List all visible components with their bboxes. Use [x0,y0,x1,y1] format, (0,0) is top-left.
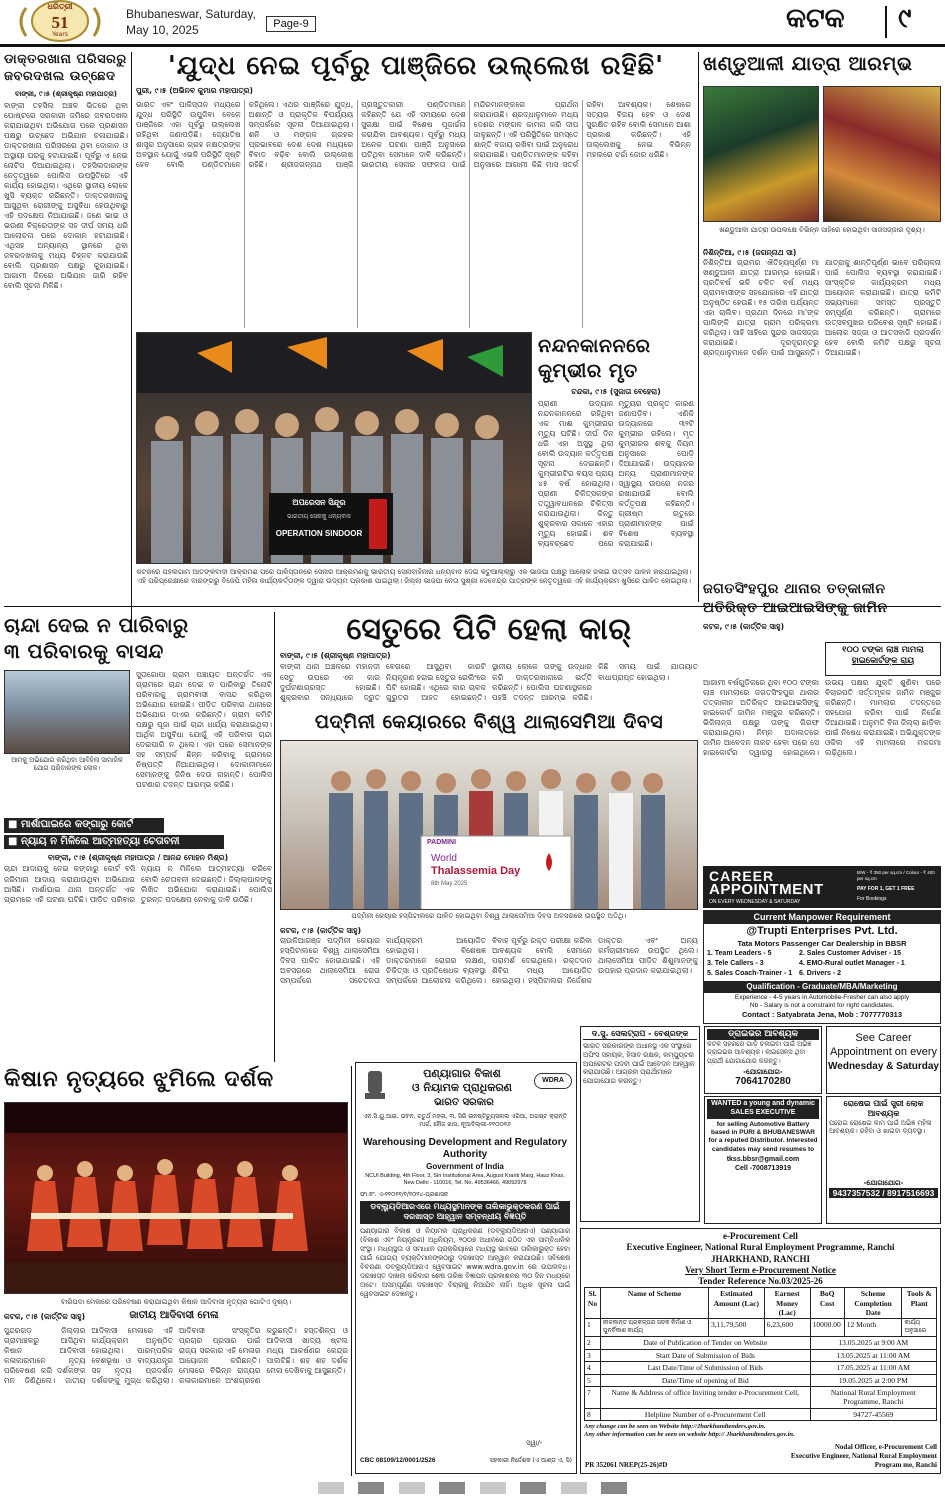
table-cell: 19.05.2025 at 2:00 PM [810,1374,936,1386]
job-list [704,948,940,980]
table-cell: Name & Address of office Inviting tender e-Procurement Cell, [601,1386,811,1408]
career-title-2: APPOINTMENT [709,881,824,898]
wdra-english-address: NCUI Building, 4th Floor, 3, Siri Institutional Area, August Kranti Marg, Hauz Khas, New Delhi - 110016, Tel. No. 49536466, 49092978 [365,1173,565,1187]
classified-ad-1 [580,1026,700,1222]
experience: Experience - 4-5 years in Automobile-Fresher can also apply [734,993,910,1001]
banner-date: 8th May 2025 [431,881,468,887]
crocodile-body: ପ୍ରାଣୀ ଉଦ୍ୟାନ ନନ୍ଦନକାନନରେ ରହିଥିବା ଏକ ମାଈ କୁମ୍ଭୀରର ମୃତ୍ୟୁ ଘଟିଛି। ଦୀର୍ଘ ଦିନ ଧରି ଏହା ଅସୁସ୍ଥ ଥିଲା ବୋଲି ଉଦ୍ୟାନ କର୍ତ୍ତୃପକ୍ଷ ସୂଚନା ଦେଇଛନ୍ତି। କୁମ୍ଭୀରଟିର ବୟସ ପ୍ରାୟ ୪୫ ବର୍ଷ ହୋଇଥିଲା। ପ୍ରାଣୀ ଚିକିତ୍ସକଙ୍କ ତତ୍ତ୍ୱାବଧାନରେ ଚିକିତ୍ସା କରାଯାଉଥିଲା। କିନ୍ତୁ ଶୁକ୍ରବାର ସକାଳେ ଏହାର ମୃତ୍ୟୁ ହୋଇଛି। ଶବ ବ୍ୟବଚ୍ଛେଦ ପରେ ମୃତ୍ୟୁର ପ୍ରକୃତ କାରଣ ଜଣାପଡ଼ିବ। ଏଣିକି ଉଦ୍ୟାନରେ ୩୨ଟି କୁମ୍ଭୀର ରହିଲେ। ମୃତ କୁମ୍ଭୀରର ଶବକୁ ନିୟମ ଅନୁସାରେ ପୋଡ଼ି ଦିଆଯାଇଛି। ଉଦ୍ୟାନର ଅନ୍ୟ ପ୍ରାଣୀମାନଙ୍କ ସ୍ୱାସ୍ଥ୍ୟ ଉପରେ ନଜର ରଖାଯାଉଛି ବୋଲି କର୍ତ୍ତୃପକ୍ଷ କହିଛନ୍ତି। ଗ୍ରୀଷ୍ମ ଋତୁରେ ପ୍ରାଣୀମାନଙ୍କ ପାଇଁ ବିଶେଷ ବ୍ୟବସ୍ଥା କରାଯାଇଛି। [538,398,694,549]
sindoor-banner-small: ଭାରତୀୟ ସେନାକୁ ଧନ୍ୟବାଦ [287,513,351,520]
wanted-cell: Cell -7008713919 [734,1165,792,1172]
job-item: 1. Team Leaders - 5 [707,950,772,958]
cook-contact: -ଯୋଗାଯୋଗ- [863,1179,904,1187]
wdra-body: ପଣ୍ୟାଗାର ବିକାଶ ଓ ନିୟାମକ ପ୍ରାଧିକରଣ (ଡବ୍ଲ୍ୟୁଡିଆରଏ) ପଣ୍ୟାଗାର (ବିକାଶ ଏବଂ ନିୟନ୍ତ୍ରଣ) ଅଧିନିୟମ, ୨୦୦୭ ଅଧୀନରେ ଗଠିତ ଏକ ସାମ୍ବିଧାନିକ ସଂସ୍ଥା। ମଧ୍ୟସ୍ଥତା ଓ ସମାଧାନ ପ୍ରକ୍ରିୟାରେ ମଧ୍ୟସ୍ଥ ଭାବରେ ତାଲିକାଭୁକ୍ତ ହେବା ପାଇଁ ଯୋଗ୍ୟ ବ୍ୟକ୍ତିମାନଙ୍କଠାରୁ ଦରଖାସ୍ତ ଆହ୍ୱାନ କରାଯାଉଛି। ସବିଶେଷ ବିବରଣୀ ଡବ୍ଲ୍ୟୁଡିଆରଏ ୱେବସାଇଟ www.wdra.gov.in ରେ ଉପଲବ୍ଧ। ଦରଖାସ୍ତ ଦାଖଲ କରିବାର ଶେଷ ତାରିଖ ବିଜ୍ଞାପନ ପ୍ରକାଶନର ୩୦ ଦିନ ମଧ୍ୟରେ ଅଟେ। ଅସମ୍ପୂର୍ଣ୍ଣ ଦରଖାସ୍ତ ବିଚାରକୁ ନିଆଯିବ ନାହିଁ। ଅଧିକ ସୂଚନା ପାଇଁ ୱେବସାଇଟ ଦେଖନ୍ତୁ। [360,1227,570,1298]
dateline: ବାଙ୍କୀ, ୯।୫ (ଶ୍ରୀକୃଷ୍ଣ ମହାପାତ୍ର) [15,89,117,98]
logo [12,0,108,42]
group-illustration [281,741,698,910]
wdra-odia-gov: ଭାରତ ସରକାର [434,1097,494,1108]
table-cell: 10000.00 [810,1319,844,1337]
qualification: Qualification - Graduate/MBA/Marketing [704,981,940,993]
salary-note: Nb - Salary is not a constraint for right candidates. [749,1001,895,1009]
logo-years-word: Years [52,31,68,38]
tender-state: JHARKHAND, RANCHI [711,1253,810,1264]
table-row [585,1386,937,1408]
tender-nodal: Nodal Officer, e-Procurement Cell [834,1443,937,1452]
city-date-line: Bhubaneswar, Saturday, [126,7,256,21]
table-cell: କାର୍ଯ୍ୟ ଅନୁସାରେ [902,1319,937,1337]
table-cell: 4 [585,1362,601,1374]
reg-mark-magenta [358,1482,384,1494]
bridge-dateline: ବାଙ୍କୀ, ୯।୫ (ଶ୍ରୀକୃଷ୍ଣ ମହାପାତ୍ର) [280,651,391,660]
tender-pr: PR 352061 NREP(25-26)#D [585,1461,668,1470]
table-cell: Last Date/Time of Submission of Bids [601,1362,811,1374]
marshaghai-body: ଚାନ୍ଦା ଆଦାୟକୁ ନେଇ କଙ୍ଗାରୁ କୋର୍ଟ ବସି ଜରିମାନା ଆଦାୟ କରାଯାଉଥିବା ଅଭିଯୋଗ ଆସିଛି। ମାର୍ଶାଘାଇ ଥାନା ଅନ୍ତର୍ଗତ ଏକ ଗ୍ରାମରେ ଏହି ଘଟଣା ଘଟିଛି। ପୀଡ଼ିତ ପରିବାର ନ୍ୟାୟ ନ ମିଳିଲେ ଆତ୍ମହତ୍ୟା କରିବେ ବୋଲି ଚେତାବନୀ ଦେଇଛନ୍ତି। ଜିଲ୍ଲାପାଳଙ୍କୁ ଲିଖିତ ଅଭିଯୋଗ କରାଯାଇଛି। ପୋଲିସ ତୁରନ୍ତ ପଦକ୍ଷେପ ନେବାକୁ ଦାବି ଉଠିଛି। [4,864,272,904]
sindoor-banner-english: OPERATION SINDOOR [275,529,363,538]
table-cell: 13.05.2025 at 11:00 AM [810,1349,936,1361]
dealer-line: Tata Motors Passenger Car Dealership in BBSR [737,939,907,948]
cook-ad [826,1096,941,1224]
table-row [585,1362,937,1374]
table-header: Scheme Completion Date [844,1288,902,1319]
marshaghai-dateline: ବାଙ୍କୀ, ୯।୫ (ଶ୍ରୀକୃଷ୍ଣ ମହାପାତ୍ର / ଆନନ୍ଦ ମୋହନ ମିଶ୍ର) [47,853,229,862]
table-cell: ନୀଳକାନ୍ତ ପ୍ରକଳ୍ପର ସଡ଼କ ନିର୍ମାଣ ଓ ପୁନର୍ବିକାଶ କାର୍ଯ୍ୟ [601,1319,709,1337]
kishan-subhead: ଜାତୀୟ ଆଦିବାସୀ ମେଳା [129,1310,219,1321]
reg-mark-cyan [480,1482,506,1494]
thalassemia-body: ଚାଉଳିଆଗଞ୍ଜ ପଦ୍ମିନୀ କେୟାର ହସ୍ପିଟାଲରେ ବିଶ୍ୱ ଥାଲାସେମିଆ ଦିବସ ପାଳିତ ହୋଇଯାଇଛି। ଏହି ଅବସରରେ ଥାଲାସେମିଆ ରୋଗ ସମ୍ପର୍କରେ ସଚେତନତା କାର୍ଯ୍ୟକ୍ରମ ଆୟୋଜିତ ହୋଇଥିଲା। ବିଶେଷଜ୍ଞ ଡାକ୍ତରମାନେ ରୋଗର ଲକ୍ଷଣ, ଚିକିତ୍ସା ଓ ପ୍ରତିଷେଧକ ବ୍ୟବସ୍ଥା ସମ୍ପର୍କରେ ଆଲୋଚନା କରିଥିଲେ। ବିବାହ ପୂର୍ବରୁ ରକ୍ତ ପରୀକ୍ଷା କରିବା ଆବଶ୍ୟକ ବୋଲି ସେମାନେ ପରାମର୍ଶ ଦେଇଥିଲେ। ରକ୍ତଦାନ ଶିବିର ମଧ୍ୟ ଆୟୋଜିତ ହୋଇଥିଲା। ହସ୍ପିଟାଲର ନିର୍ଦ୍ଦେଶକ ଡାକ୍ତର ଏବଂ ଅନ୍ୟ କର୍ମଚାରୀମାନେ ଉପସ୍ଥିତ ଥିଲେ। ଥାଲାସେମିଆ ପୀଡ଼ିତ ଶିଶୁମାନଙ୍କୁ ଉପହାର ପ୍ରଦାନ କରାଯାଇଥିଲା। [280,936,698,986]
column-rule [351,1066,352,1476]
banner-org: PADMINI [427,839,457,846]
table-cell: 13.05.2025 at 9:00 AM [810,1337,936,1349]
chanda-headline-2: ୩ ପରିବାରକୁ ବାସନ୍ଦ [4,639,164,663]
bridge-body: ବାଙ୍କୀ ଥାନା ଅଞ୍ଚଳରେ ମହାନଦୀ ସେତୁ ଉପରେ ଏକ କାର ଦୁର୍ଘଟଣାଗ୍ରସ୍ତ ହୋଇଛି। ଶୁକ୍ରବାର ସନ୍ଧ୍ୟାରେ ଦ୍ରୁତ ବେଗରେ ଆସୁଥିବା କାରଟି ନିୟନ୍ତ୍ରଣ ହରାଇ ସେତୁର ରେଲିଂରେ ପିଟି ହୋଇଛି। ଏଥିରେ କାର ଚାଳକ ଗୁରୁତର ଆହତ ହୋଇଛନ୍ତି। ସ୍ଥାନୀୟ ଲୋକେ ତାଙ୍କୁ ଉଦ୍ଧାର କରି ଡାକ୍ତରଖାନାରେ ଭର୍ତ୍ତି କରିଛନ୍ତି। ପୋଲିସ ଘଟଣାସ୍ଥଳରେ ପହଞ୍ଚି ତଦନ୍ତ ଆରମ୍ଭ କରିଛି। କିଛି ସମୟ ପାଇଁ ଯାତାୟାତ ବାଧାପ୍ରାପ୍ତ ହୋଇଥିଲା। [280,662,698,702]
cook-body: ଘରୋଇ ରୋଷେଇ କାମ ପାଇଁ ଅଭିଜ୍ଞ ମହିଳା ଆବଶ୍ୟକ। ରହିବା ଓ ଖାଇବା ବ୍ୟବସ୍ଥା। [829,1119,932,1136]
khandu-dateline: ନିଶିନ୍ତିଆ, ୯।୫ (ଜଗନ୍ନାଥ ସା) [703,248,797,257]
wdra-sign: ସ୍ୱା/- [526,1439,543,1447]
khandu-headline: ଖଣ୍ଡୁଆଳୀ ଯାତ୍ରା ଆରମ୍ଭ [703,53,913,75]
jagat-dateline: କଟକ, ୯।୫ (କାର୍ତ୍ତିକ ସାହୁ) [703,621,785,631]
table-header: Estimated Amount (Lac) [709,1288,765,1319]
see-career-ad [826,1026,941,1094]
wanted-ad [704,1096,822,1224]
tender-engineer: Executive Engineer, National Rural Employment Programme, Ranchi [626,1242,895,1253]
page-label: Page-9 [266,16,316,32]
wdra-odia-address: ଏନ.ସି.ୟୁ.ଆଇ. ଭବନ, ଚତୁର୍ଥ ମହଲା, ୩, ସିରି ଇନଷ୍ଟିଚ୍ୟୁସନାଲ ଏରିଆ, ଅଗଷ୍ଟ କ୍ରାନ୍ତି ମାର୍ଗ, ହୌଜ ଖାସ, ନୂଆଦିଲ୍ଲୀ-୧୧୦୦୧୬ [363,1113,567,1128]
wdra-notice-title: ଡବ୍ଲ୍ୟୁଡିଆରଏରେ ମଧ୍ୟସ୍ଥମାନଙ୍କ ତାଲିକାଭୁକ୍ତକରଣ ପାଇଁ ଦରଖାସ୍ତ ଆହ୍ୱାନ ସମ୍ବନ୍ଧୀୟ ବିଜ୍ଞପ୍ତି [360,1201,570,1224]
story-thalassemia [280,710,698,1070]
banner-title: World [431,853,457,864]
tender-header-row [585,1288,937,1319]
table-header: Earnest Money (Lac) [764,1288,810,1319]
company-name: @Trupti Enterprises Pvt. Ltd. [746,925,898,938]
chanda-caption: ଆମକୁ ଅଭିଯୋଗ କରିଥିବା ଆବିହିଲା ସାମାଜିକ ଯୋଗ ପରିବାରଙ୍କ ଲୋକ। [11,756,123,773]
table-row [585,1319,937,1337]
kishan-photo [4,1102,348,1294]
bridge-headline: ସେତୁରେ ପିଟି ହେଲା କାର୍ [346,612,632,647]
career-banner [703,866,941,908]
job-item: 5. Sales Coach-Trainer - 1 [707,969,793,977]
wdra-odia-title-1: ପଣ୍ୟାଗାର ବିକାଶ [423,1067,501,1080]
sindoor-photo [136,332,532,564]
tender-cell: e-Procurement Cell [723,1231,798,1241]
column-rule [131,52,132,632]
job-item: 2. Sales Customer Adviser - 15 [799,950,902,958]
wdra-file-number: ଫା.ନଂ. ଏ-୧୧୦୧୧/୧/୨୦୨୪-ପ୍ରଶାସନ [360,1191,449,1198]
reg-mark-yellow [561,1482,587,1494]
classified-body: ଭାରତ ସରକାରଙ୍କ ଅଧୀନସ୍ଥ ଏକ ସଂସ୍ଥାରେ ଅଫିସ ସହାୟକ, ହିସାବ ରକ୍ଷକ, କମ୍ପ୍ୟୁଟର ଅପରେଟର ପଦବୀ ପାଇଁ ଆବେଦନ ଆହ୍ୱାନ କରାଯାଉଛି। ଆଗ୍ରହୀ ପ୍ରାର୍ଥୀମାନେ ଯୋଗାଯୋଗ କରନ୍ତୁ। [583,1042,695,1086]
table-cell: 3 [585,1349,601,1361]
story-kishan [4,1066,348,1476]
tender-note-1: Any change can be seen on Website http://Jharkhandtenders.gov.in. [584,1423,766,1430]
reg-mark-cyan [318,1482,344,1494]
page-number: ୯ [898,3,912,34]
wdra-notice [355,1062,577,1474]
crocodile-headline-1: ନନ୍ଦନକାନନରେ [538,335,651,357]
story-chanda [4,612,272,817]
logo-top-text: ଧରିତ୍ରୀ [47,2,73,11]
driver-head: ଡ୍ରାଇଭର ଆବଶ୍ୟକ [707,1029,819,1040]
driver-body: କଟକ ସହରରେ ଗାଡ଼ି ଚଳାଇବା ପାଇଁ ଅଭିଜ୍ଞ ଡ୍ରାଇଭର ଆବଶ୍ୟକ। ଲାଇସେନ୍ସ ଥିବା ପ୍ରାର୍ଥୀ ଯୋଗାଯୋଗ କରନ୍ତୁ। [707,1039,812,1065]
reg-mark-black [601,1482,627,1494]
cook-phone: 9437357532 / 8917516693 [829,1188,938,1199]
table-cell: 1 [585,1319,601,1337]
wdra-logo: WDRA [534,1073,572,1089]
tender-ref: Tender Reference No.03/2025-26 [698,1276,823,1286]
thalassemia-caption: ପଦ୍ମିନୀ କେୟାର ହସ୍ପିଟାଲରେ ପାଳିତ ହୋଇଥିବା ବିଶ୍ୱ ଥାଲାସେମିଆ ଦିବସ ଅବସରରେ ଉପସ୍ଥିତ ଅତିଥି। [351,912,627,920]
marshaghai-item-2-text: ନ୍ୟାୟ ନ ମିଳିଲେ ଆତ୍ମହତ୍ୟା ଚେତାବନୀ [20,835,180,847]
khandu-body: ନିଶିନ୍ତିଆ ଗ୍ରାମର ଐତିହ୍ୟପୂର୍ଣ୍ଣ ମା ଖଣ୍ଡୁଆଳୀ ଯାତ୍ରା ଆରମ୍ଭ ହୋଇଛି। ପ୍ରତିବର୍ଷ ଭଳି ଚଳିତ ବର୍ଷ ମଧ୍ୟ ଗ୍ରାମବାସୀଙ୍କ ସହଯୋଗରେ ଏହି ଯାତ୍ରା ଅନୁଷ୍ଠିତ ହେଉଛି। ୧୫ ତାରିଖ ପର୍ଯ୍ୟନ୍ତ ଏହା ଚାଲିବ। ପ୍ରଥମ ଦିନରେ ମା'ଙ୍କ ପାଲିଙ୍କି ଯାତ୍ରା ଗ୍ରାମ ପରିକ୍ରମା କରିଥିଲା। ସାହି ସାହିରେ ସୁନ୍ଦର ସାଜସଜ୍ଜା କରାଯାଇଛି। ଦୂରଦୂରାନ୍ତରୁ ଶ୍ରଦ୍ଧାଳୁମାନେ ଦର୍ଶନ ପାଇଁ ଆସୁଛନ୍ତି। ଯାତ୍ରାକୁ ଶାନ୍ତିପୂର୍ଣ୍ଣ ଭାବେ ପରିଚାଳନା ପାଇଁ ପୋଲିସ ବ୍ୟବସ୍ଥା କରାଯାଇଛି। ସାଂସ୍କୃତିକ କାର୍ଯ୍ୟକ୍ରମ ମଧ୍ୟ ଆୟୋଜନ କରାଯାଇଛି। ଯାତ୍ରା କମିଟି ସଭ୍ୟମାନେ ସମସ୍ତ ପ୍ରସ୍ତୁତି ସମ୍ପୂର୍ଣ୍ଣ କରିଛନ୍ତି। ଗ୍ରାମରେ ଉତ୍ସବମୁଖର ପରିବେଶ ସୃଷ୍ଟି ହୋଇଛି। ଆଲୋକ ସଜ୍ଜା ଓ ଆତସବାଜି ପ୍ରଦର୍ଶନ ହେବ ବୋଲି କମିଟି ପକ୍ଷରୁ ସୂଚନା ଦିଆଯାଇଛି। [703,258,941,358]
table-cell: 12 Month [844,1319,902,1337]
classified-head: ଦ.ସୁ. ସେଲଟ୍ରାପ - ବେଶ୍ରଙ୍କ [583,1029,697,1040]
column-rule [274,612,275,1062]
story-body: ବାଙ୍କୀ ତହସିଲ ଅଞ୍ଚଳ ଭିତରେ ଥିବା ପୋଷ୍ଟରେ ସରକାରୀ ଜମିରେ ଜବରଦଖଲ କରାଯାଇଥିବା ଅଭିଯୋଗ ପରେ ପ୍ରଶାସନ ପକ୍ଷରୁ ଉଚ୍ଛେଦ ଅଭିଯାନ ଚଳାଯାଇଛି। ଡାକ୍ତରଖାନା ପରିସରରେ ଥିବା ଦୋକାନ ଓ ଅସ୍ଥାୟୀ ଘରକୁ ହଟାଯାଇଛି। ପୂର୍ବରୁ ଏ ନେଇ ନୋଟିସ ଦିଆଯାଇଥିଲା। ତହସିଲଦାରଙ୍କ ନେତୃତ୍ୱରେ ପୋଲିସ ଉପସ୍ଥିତିରେ ଏହି କାର୍ଯ୍ୟ ହୋଇଥିଲା। ଏଥିରେ ସ୍ଥାନୀୟ ଲୋକେ ଖୁସି ବ୍ୟକ୍ତ କରିଛନ୍ତି। ଡାକ୍ତରଖାନାକୁ ଆସୁଥିବା ରୋଗୀଙ୍କୁ ଅସୁବିଧା ହେଉଥିବାରୁ ଏହି ପଦକ୍ଷେପ ନିଆଯାଇଛି। ଜଣେ ଭାଇ ଓ ଭଉଣୀ ବିକ୍ରେତାଙ୍କ ସହ ଦୀର୍ଘ ସମୟ ଧରି ଆଲୋଚନା ପରେ ଦୋକାନ ହଟାଯାଇଛି। ଏଥିସହ ଅନ୍ୟାନ୍ୟ ସ୍ଥାନରେ ଥିବା ଜବରଦଖଲକୁ ମଧ୍ୟ ଚିହ୍ନଟ କରାଯାଉଛି ବୋଲି ପ୍ରଶାସନ ପକ୍ଷରୁ କୁହାଯାଇଛି। ଆଗାମୀ ଦିନରେ ଅଭିଯାନ ଜାରି ରହିବ ବୋଲି ସୂଚନା ମିଳିଛି। [4,100,128,290]
masthead-divider [885,6,887,38]
table-cell: Start Date of Submission of Bids [601,1349,811,1361]
wdra-english-gov: Government of India [426,1162,504,1171]
driver-ad [704,1026,822,1094]
table-row [585,1337,937,1349]
chanda-photo [4,670,130,754]
sindoor-caption: କଟକରେ ପହଲଗାମ ଆତଙ୍କବାଦୀ ଆକ୍ରମଣ ପରେ ପାକିସ୍ତାନରେ ସେନାର ଆକ୍ରମଣକୁ ଭାରତୀୟ ସେନାବାହିନୀର ଧନ୍ୟବାଦ ଦେଇ କଟୁଆଲ୍ଲାରୁ ଏକ ଭାଜପା ପକ୍ଷରୁ ଆଲୋକ ଜଳାଇ ଉତ୍ସବ ପାଳନ କରାଯାଇଥିଲା। ଏହି ପରିପ୍ରେକ୍ଷୀରେ ବାରଙ୍ଗରୁ ବିଜେପି ମହିଳା କାର୍ଯ୍ୟକର୍ତ୍ତାଙ୍କ ଦ୍ୱାରା ଉଦ୍ୟମ ପ୍ରକାଶ ପାଇଥିଲା। ଜିଲ୍ଲା ଭାଜପା ନେତା ସୁଶ୍ରୀ ଦେବେନ୍ଦ୍ର ପାତ୍ରଙ୍କ ନେତୃତ୍ୱରେ ଏହି କାର୍ଯ୍ୟକ୍ରମ ଖୁସିରେ ପାଳିତ ହୋଇଥିଲା। [136,568,692,586]
thalassemia-headline: ପଦ୍ମିନୀ କେୟାରରେ ବିଶ୍ୱ ଥାଲାସେମିଆ ଦିବସ [314,711,664,733]
story-jagatsinghpur [703,580,941,860]
see-career-days: Wednesday & Saturday [828,1060,939,1072]
table-cell: Date/Time of opening of Bid [601,1374,811,1386]
crocodile-headline-2: କୁମ୍ଭୀର ମୃତ [538,359,638,382]
contact-line: Contact : Satyabrata Jena, Mob : 7077770313 [741,1009,903,1019]
table-cell: National Rural Employment Programme, Ranchi [810,1386,936,1408]
marshaghai-item-1: ■ ମାର୍ଶାଘାଇରେ କଙ୍ଗାରୁ କୋର୍ଟ [4,818,164,833]
jagat-highlight-1: ୧୦୦ ଟଙ୍କା ଲାଞ୍ଚ ମାମଲା [842,645,924,655]
career-booking: For Bookings [857,896,887,902]
thalassemia-dateline: କଟକ, ୯।୫ (କାର୍ତ୍ତିକ ସାହୁ) [280,926,362,935]
table-row [585,1408,937,1420]
banner-title-2: Thalassemia Day [431,865,521,877]
wdra-cbc: CBC 08109/12/0001/2526 [360,1457,436,1464]
crocodile-dateline: ଚନ୍ଦକା, ୯।୫ (ସୁଜାତା ବେହେରା) [571,387,661,397]
table-row [585,1349,937,1361]
job-item: 6. Drivers - 2 [799,969,842,977]
chanda-body: ସୁତାଗୋପା ଗ୍ରାମ ପଞ୍ଚାୟତ ଅନ୍ତର୍ଗତ ଏକ ଗ୍ରାମରେ ଚାନ୍ଦା ଦେଇ ନ ପାରିବାରୁ ତିନୋଟି ପରିବାରକୁ ଗ୍ରାମବାସୀ ବାସନ୍ଦ କରିଥିବା ଅଭିଯୋଗ ହୋଇଛି। ପୀଡ଼ିତ ପରିବାର ଥାନାରେ ଅଭିଯୋଗ ଦାଏର କରିଛନ୍ତି। ଗ୍ରାମ କମିଟି ପକ୍ଷରୁ ପୂଜା ପାଇଁ ଚାନ୍ଦା ଧାର୍ଯ୍ୟ କରାଯାଇଥିଲା। ଆର୍ଥିକ ଅସୁବିଧା ଯୋଗୁଁ ଏହି ପରିବାର ଚାନ୍ଦା ଦେଇପାରି ନ ଥିଲେ। ଏହା ପରେ ସେମାନଙ୍କ ସହ ସମ୍ପର୍କ ଛିନ୍ନ କରିବାକୁ ଗ୍ରାମରେ ନିଷ୍ପତ୍ତି ନିଆଯାଇଥିଲା। ଦୋକାନୀମାନେ ସେମାନଙ୍କୁ ଜିନିଷ ଦେଉ ନାହାନ୍ତି। ପୋଲିସ ଘଟଣାର ତଦନ୍ତ ଆରମ୍ଭ କରିଛି। [136,670,272,790]
reg-mark-black [439,1482,465,1494]
wdra-odia-title-2: ଓ ନିୟାମକ ପ୍ରାଧିକରଣ [412,1081,512,1094]
career-title-1: CAREER [709,868,775,884]
manpower-ad [703,910,941,1024]
table-cell: 5 [585,1374,601,1386]
masthead-rule [0,44,945,47]
table-cell: 7 [585,1386,601,1408]
masthead [0,0,945,44]
sindoor-banner-odia: ଅପରେସନ ସିନ୍ଦୂର [292,498,346,507]
driver-contact-label: -ଯୋଗାଯୋଗ- [743,1067,783,1076]
dancers-illustration [5,1103,348,1294]
jagat-headline-1: ଜଗତସିଂହପୁର ଥାନାର ତତ୍କାଳୀନ [703,580,941,599]
job-item: 4. EMO-Rural outlet Manager - 1 [799,960,905,968]
main-story [136,50,696,97]
masthead-date [126,6,256,38]
table-header: Tools & Plant [902,1288,937,1319]
table-cell: Helpline Number of e-Procurement Cell [601,1408,811,1420]
table-row [585,1374,937,1386]
kishan-headline: କିଷାନ ନୃତ୍ୟରେ ଝୁମିଲେ ଦର୍ଶକ [4,1067,274,1092]
tender-note-2: Any other information can be seen on website http:// Jharkhandtenders.gov.in. [584,1431,795,1439]
story-crocodile [538,334,694,604]
khandu-caption: ଖଣ୍ଡୁଆଳୀ ଯାତ୍ରା ଉପଲକ୍ଷେ ବିଭିନ୍ନ ସାହିରେ ହୋଇଥିବା ସାଜସଜ୍ଜାର ଦୃଶ୍ୟ। [719,226,925,234]
table-cell: 8 [585,1408,601,1420]
kishan-body: ସୁନ୍ଦରଗଡ଼ ଜିଲ୍ଲାର ଗ୍ରାମାଞ୍ଚଳରୁ ଆସିଥିବା କିଷାନ ଆଦିବାସୀ କଳାକାରମାନେ ନୃତ୍ୟ ପରିବେଷଣ କରି ଦର୍ଶକଙ୍କ ମନ ଜିଣିଥିଲେ। ଜାତୀୟ ଆଦିବାସୀ ମେଳାରେ ଏହି କାର୍ଯ୍ୟକ୍ରମ ଅନୁଷ୍ଠିତ ହୋଇଥିଲା। ପାରମ୍ପରିକ ବେଶଭୂଷା ଓ ବାଦ୍ୟଯନ୍ତ୍ର ସହ ନୃତ୍ୟ ପ୍ରଦର୍ଶନ ଦର୍ଶକଙ୍କୁ ମୁଗ୍ଧ କରିଥିଲା। ଆଦିବାସୀ ସଂସ୍କୃତିର ପ୍ରଚାର ପ୍ରସାର ପାଇଁ ରାଜ୍ୟ ସରକାର ଏହି ମେଳାର ଆୟୋଜନ କରିଛନ୍ତି। ମେଳାରେ ବିଭିନ୍ନ ରାଜ୍ୟର କଳାକାରମାନେ ଅଂଶଗ୍ରହଣ କରୁଛନ୍ତି। ହସ୍ତଶିଳ୍ପ ଓ ଆଦିବାସୀ ଖାଦ୍ୟ ଷ୍ଟଲ ମଧ୍ୟ ଆକର୍ଷଣର କେନ୍ଦ୍ର ପାଲଟିଛି। ଶହ ଶହ ଦର୍ଶକ ମେଳା ଦେଖିବାକୁ ଆସୁଛନ୍ତି। [4,1326,348,1386]
table-header: Name of Scheme [601,1288,709,1319]
marshaghai-item-1-text: ମାର୍ଶାଘାଇରେ କଙ୍ଗାରୁ କୋର୍ଟ [20,819,134,830]
headline: ଡାକ୍ତରଖାନା ପରିସରରୁ ଜବରଦଖଲ ଉଚ୍ଛେଦ [4,52,127,84]
table-cell: Date of Publication of Tender on Website [601,1337,811,1349]
logo-years-number: 51 [51,13,69,32]
jagat-headline-2: ଅତିରିକ୍ତ ଆଇଆଇସିଙ୍କୁ ଜାମିନ [703,599,888,616]
main-headline: 'ଯୁଦ୍ଧ ନେଇ ପୂର୍ବରୁ ପାଞ୍ଜିରେ ଉଲ୍ଲେଖ ରହିଛି' [167,51,665,81]
table-cell: 17.05.2025 at 11:00 AM [810,1362,936,1374]
tender-nodal-3: Program me, Ranchi [874,1460,937,1469]
khandu-photo-left [703,86,819,222]
cook-head: ରୋଷେଇ ପାଇଁ ସ୍ତ୍ରୀ ଲୋକ ଆବଶ୍ୟକ [843,1099,924,1118]
jagat-highlight-box [825,642,941,676]
career-sub: ON EVERY WEDNESDAY & SATURDAY [709,899,801,905]
column-rule [698,52,699,602]
wanted-email: tkss.bbsr@gmail.com [726,1156,800,1164]
story-encroachment [4,52,128,632]
kishan-caption: ବାରିପଦା ମେଳାରେ ପରିବେଷଣ କରାଯାଇଥିବା କିଷାନ ଆଦିବାସୀ ନୃତ୍ୟର ଗୋଟିଏ ଦୃଶ୍ୟ। [60,1298,292,1306]
tender-nodal-2: Executive Engineer, National Rural Employment [790,1452,937,1460]
table-header: Sl. No [585,1288,601,1319]
story-marshaghai [4,818,272,1018]
reg-mark-yellow [399,1482,425,1494]
thalassemia-photo [280,740,698,910]
wdra-signer: ସହକାରୀ ନିର୍ଦ୍ଦେଶକ (ଏ ଆଣ୍ଡ ଏ, ସି) [489,1457,572,1464]
registration-marks [0,1482,945,1496]
kishan-dateline: କଟକ, ୯।୫ (କାର୍ତ୍ତିକ ସାହୁ) [4,1312,86,1321]
table-cell: 3,11,79,500 [709,1319,765,1337]
main-dateline: ପୁରୀ, ୯।୫ (ଅଭିନବ କୁମାର ମହାପାତ୍ର) [136,85,253,95]
chanda-headline-1: ଚାନ୍ଦା ଦେଇ ନ ପାରିବାରୁ [4,613,189,637]
table-header: BoQ Cost [810,1288,844,1319]
table-cell: 2 [585,1337,601,1349]
main-story-body: ଭାରତ ଏବଂ ପାକିସ୍ତାନ ମଧ୍ୟରେ ଯୁଦ୍ଧ ପରିସ୍ଥିତି ଉପୁଜିବା ବେଳେ ପାଞ୍ଜିରେ ଏହା ପୂର୍ବରୁ ଉଲ୍ଲେଖ ରହିଥିବା ଜଣାପଡ଼ିଛି। ଜ୍ୟୋତିଷ ଶାସ୍ତ୍ର ଅନୁସାରେ ଗ୍ରହ ନକ୍ଷତ୍ରଙ୍କ ଅବସ୍ଥାନ ଯୋଗୁଁ ଏଭଳି ପରିସ୍ଥିତି ସୃଷ୍ଟି ହେବ ବୋଲି ପଣ୍ଡିତମାନେ କହିଥିଲେ। ଏଥର ପାଞ୍ଜିରେ ଯୁଦ୍ଧ, ଅଶାନ୍ତି ଓ ପ୍ରାକୃତିକ ବିପର୍ଯ୍ୟୟ ସମ୍ପର୍କରେ ସୂଚନା ଦିଆଯାଇଥିଲା। ଶନି ଓ ମଙ୍ଗଳ ଗ୍ରହର ପ୍ରଭାବରେ ଦେଶ ଦେଶ ମଧ୍ୟରେ ବିବାଦ ବଢ଼ିବ ବୋଲି ଉଲ୍ଲେଖ ରହିଛି। ଶ୍ରୀଜଗନ୍ନାଥ ପାଞ୍ଜି ପ୍ରସ୍ତୁତକାରୀ ପଣ୍ଡିତମାନେ କହିଛନ୍ତି ଯେ ଏହି ସମୟରେ ଦେଶ ସୁରକ୍ଷା ପାଇଁ ବିଶେଷ ପୂଜାର୍ଚ୍ଚନା କରାଯିବା ଆବଶ୍ୟକ। ପୂର୍ବରୁ ମଧ୍ୟ ଅନେକ ଘଟଣା ପାଞ୍ଜି ଅନୁସାରେ ଘଟିଥିବା ସେମାନେ ଦାବି କରିଛନ୍ତି। ଭାରତୀୟ ସେନାର ସଫଳତା ପାଇଁ ମନ୍ଦିରମାନଙ୍କରେ ପ୍ରାର୍ଥନା କରାଯାଉଛି। ଶ୍ରଦ୍ଧାଳୁମାନେ ମଧ୍ୟ ଦେଶର ମଙ୍ଗଳ କାମନା କରି ଦୀପ ଜାଳୁଛନ୍ତି। ଏହି ପରିସ୍ଥିତିରେ ସମସ୍ତେ ଶାନ୍ତି ବଜାୟ ରଖିବା ପାଇଁ ଅନୁରୋଧ କରାଯାଇଛି। ପଣ୍ଡିତମାନଙ୍କ କହିବା ଅନୁସାରେ ଆଗାମୀ କିଛି ମାସ ସତର୍କ ରହିବା ଆବଶ୍ୟକ। ଶେଷରେ ସତ୍ୟର ବିଜୟ ହେବ ଓ ଦେଶ ସୁରକ୍ଷିତ ରହିବ ବୋଲି ସେମାନେ ଆଶା ପ୍ରକାଶ କରିଛନ୍ତି। ଏହି ଉଲ୍ଲେଖକୁ ନେଇ ବିଭିନ୍ନ ମହଲରେ ଚର୍ଚ୍ଚା ଜୋର ଧରିଛି। [136,100,691,170]
table-cell: 6,23,600 [764,1319,810,1337]
job-item: 3. Tele Callers - 3 [707,960,764,968]
wanted-body: for selling Automotive Battery based in PURI & BHUBANESWAR for a reputed Distributor. Interested candidates may send resumes to [708,1120,818,1153]
career-offer: PAY FOR 1, GET 1 FREE [857,886,915,892]
tender-notice [580,1228,941,1474]
jagat-highlight-2: ହାଇକୋର୍ଟଙ୍କ ରାୟ [851,655,915,666]
section-title: କଟକ [786,3,845,34]
tender-table [584,1287,937,1421]
date-line: May 10, 2025 [126,23,199,38]
wdra-english-title: Warehousing Development and Regulatory Authority [362,1137,568,1160]
career-rates: B/W - ₹ 350 per sq.cm / Colour - ₹ 400 per sq.cm [857,870,935,881]
story-khanduali [703,52,941,607]
khandu-photo-right [823,86,941,222]
jagat-body: ଆଗାମୀ ବର୍ଷଗୁଡ଼ିକରେ ଥିବା ୧୦୦ ଟଙ୍କା ଲାଞ୍ଚ ମାମଲାରେ ଜଗତସିଂହପୁର ଥାନାର ତତ୍କାଳୀନ ଅତିରିକ୍ତ ଆଇଆଇସିଙ୍କୁ ହାଇକୋର୍ଟ ଜାମିନ ମଞ୍ଜୁର କରିଛନ୍ତି। ଭିଜିଲାନ୍ସ ପକ୍ଷରୁ ତାଙ୍କୁ ଗିରଫ କରାଯାଇଥିଲା। ନିମ୍ନ ଅଦାଲତରେ ଜାମିନ ଆବେଦନ ନାକଚ ହେବା ପରେ ସେ ହାଇକୋର୍ଟର ଦ୍ୱାରସ୍ଥ ହୋଇଥିଲେ। ଉଭୟ ପକ୍ଷର ଯୁକ୍ତି ଶୁଣିବା ପରେ ବିଚାରପତି ସର୍ତ୍ତମୂଳକ ଜାମିନ ମଞ୍ଜୁର କରିଛନ୍ତି। ମାମଲାର ତଦନ୍ତରେ ସହଯୋଗ କରିବା ପାଇଁ ନିର୍ଦ୍ଦେଶ ଦିଆଯାଇଛି। ଅନୁମତି ବିନା ଜିଲ୍ଲା ଛାଡ଼ିବା ପାଇଁ ନିଷେଧ କରାଯାଇଛି। ଅଭିଯୁକ୍ତଙ୍କ ଓକିଲ ଏହି ମାମଲାରେ ମକଦ୍ଦମା ଲଢ଼ିଥିଲେ। [703,678,941,758]
wanted-head: WANTED a young and dynamic SALES EXECUTIVE [707,1099,819,1119]
marshaghai-item-2: ■ ନ୍ୟାୟ ନ ମିଳିଲେ ଆତ୍ମହତ୍ୟା ଚେତାବନୀ [4,835,224,850]
driver-phone: 7064170280 [735,1076,791,1088]
tender-notice-title: Very Short Term e-Procurement Notice [685,1264,836,1275]
see-career-text: See Career Appointment on every [829,1032,937,1059]
reg-mark-magenta [520,1482,546,1494]
manpower-title: Current Manpower Requirement [704,911,940,924]
table-cell: 94727-45569 [810,1408,936,1420]
